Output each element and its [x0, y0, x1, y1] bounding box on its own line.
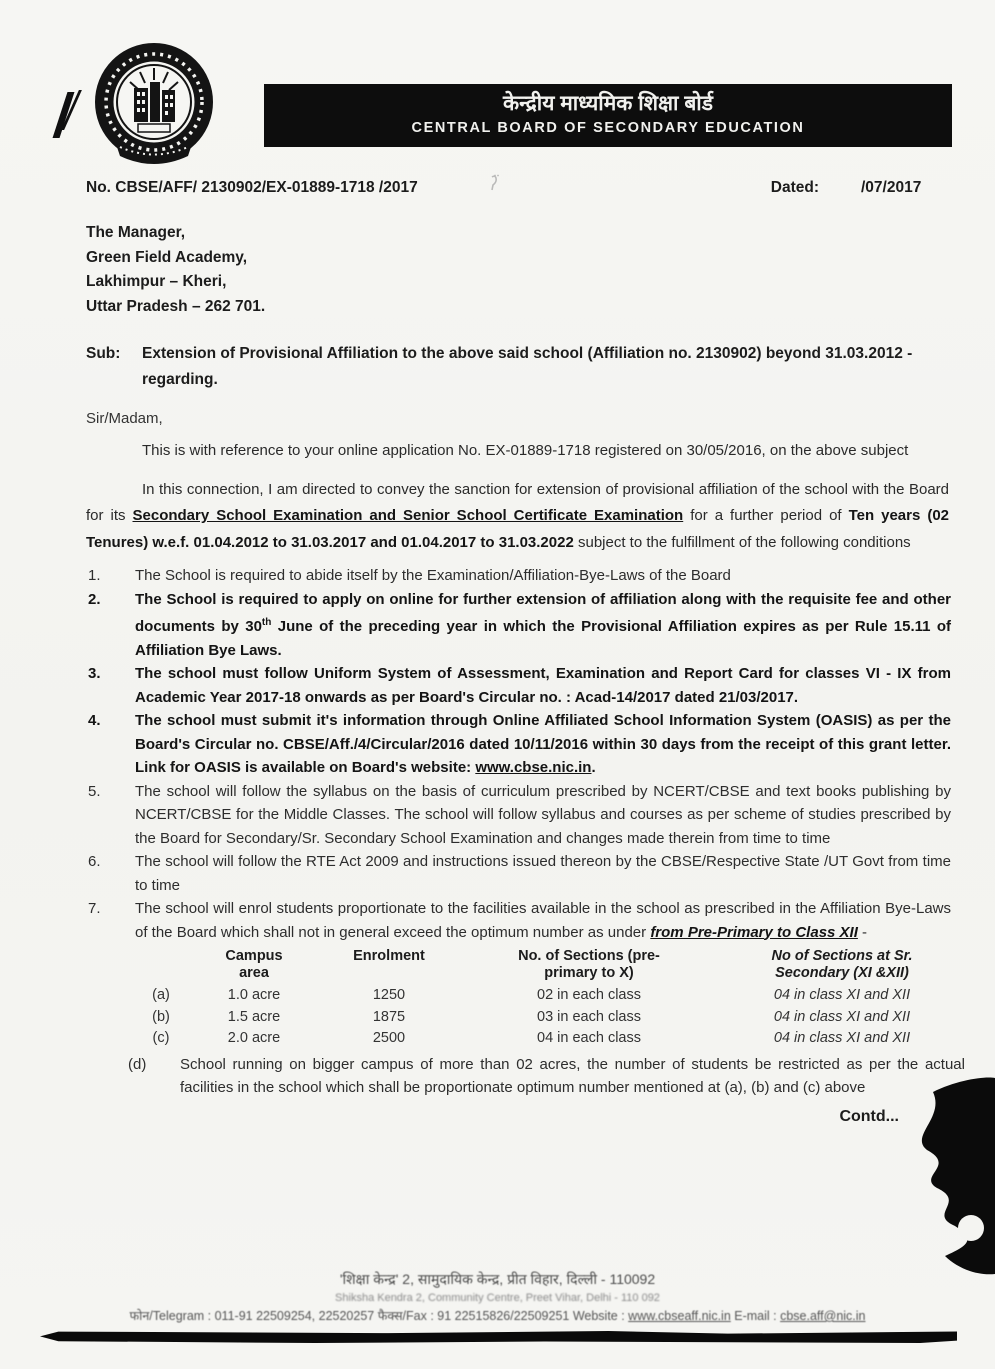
sections-cell: 04 in each class — [537, 1030, 641, 1046]
dated-value: /07/2017 — [861, 179, 922, 196]
condition-marker: 6. — [88, 853, 101, 870]
org-name-hindi: केन्द्रीय माध्यमिक शिक्षा बोर्ड — [503, 92, 713, 115]
row-marker: (a) — [152, 987, 170, 1003]
header-banner — [264, 84, 952, 147]
sections-cell: 03 in each class — [537, 1008, 641, 1025]
sr-sections-cell: 04 in class XI and XII — [773, 987, 911, 1003]
reference-number: No. CBSE/AFF/ 2130902/EX-01889-1718 /2017 — [86, 179, 418, 196]
paragraph-segment: subject to the fulfillment of the following conditions — [573, 533, 911, 551]
condition-item-2 — [88, 588, 951, 663]
row-marker: (b) — [152, 1008, 170, 1025]
footer-address-english: Shiksha Kendra 2, Community Centre, Preet Vihar, Delhi - 110 092 — [335, 1292, 660, 1304]
org-name-english: CENTRAL BOARD OF SECONDARY EDUCATION — [411, 120, 805, 136]
letter-header — [0, 0, 995, 166]
recipient-line: The Manager, — [86, 224, 186, 241]
campus-area-cell: 1.5 acre — [227, 1008, 281, 1025]
condition-marker: 2. — [88, 590, 101, 608]
condition-text-segment: The school will enrol students proportionate to the facilities available in the school as prescribed in the Affiliation Bye-Laws of the Board which shall not in general exceed the optimum number as under — [135, 900, 951, 941]
paragraph-segment: for a further period of — [683, 507, 849, 524]
body-paragraph-2 — [86, 477, 949, 557]
enrolment-cell: 1250 — [372, 987, 406, 1003]
table-header-row — [128, 948, 970, 985]
footer-contact-line — [0, 1306, 995, 1326]
body-paragraph-1: This is with reference to your online application No. EX-01889-1718 registered on 30/05/2016, on the above subject — [142, 442, 909, 459]
condition-item-3 — [88, 662, 951, 709]
condition-item-5 — [88, 780, 951, 851]
condition-text — [135, 897, 951, 944]
table-row-b — [128, 1007, 970, 1029]
campus-area-cell: 1.0 acre — [227, 987, 281, 1003]
sr-sections-cell: 04 in class XI and XII — [773, 1008, 911, 1025]
scan-artifact-bar — [40, 1331, 957, 1343]
condition-item-6 — [88, 850, 951, 897]
condition-marker: 7. — [88, 900, 101, 917]
condition-text — [135, 588, 951, 663]
conditions-list — [88, 564, 951, 944]
footer-address-hindi: 'शिक्षा केन्द्र' 2, सामुदायिक केन्द्र, प्रीत विहार, दिल्ली - 110092 — [339, 1271, 656, 1287]
cbse-website-link: www.cbse.nic.in — [475, 759, 592, 776]
condition-text-segment: June of the preceding year in which the Provisional Affiliation expires as per Rule 15.11 of Affiliation Bye Laws. — [135, 618, 951, 659]
scan-artifact-blob — [895, 1076, 995, 1276]
column-header-enrolment: Enrolment — [353, 948, 425, 964]
salutation: Sir/Madam, — [86, 410, 163, 427]
sections-cell: 02 in each class — [537, 987, 641, 1003]
footer-email: cbse.aff@nic.in — [780, 1309, 866, 1323]
recipient-address — [86, 221, 995, 319]
capacity-table — [128, 948, 970, 1050]
condition-marker: 5. — [88, 782, 101, 800]
paragraph-segment: In this connection, I am directed to convey the sanction for extension of provisional affiliation of the school with the Board for its — [86, 480, 949, 524]
condition-text: The school must follow Uniform System of Assessment, Examination and Report Card for classes VI - IX from Academic Year 2017-18 onwards as per Board's Circular no. : Acad-14/2017 dated 21/03/2017. — [135, 665, 951, 706]
condition-item-1 — [88, 564, 951, 588]
table-row-c — [128, 1028, 970, 1050]
condition-text-segment: The School is required to apply on online for further extension of affiliation along with the requisite fee and other documents by 30 — [135, 590, 951, 635]
condition-marker: 1. — [88, 567, 101, 584]
condition-text-segment: - — [857, 923, 868, 941]
recipient-line: Uttar Pradesh – 262 701. — [86, 297, 266, 315]
cbse-logo-icon — [90, 40, 218, 168]
condition-item-d — [128, 1053, 965, 1100]
condition-text-segment: The school must submit it's information through Online Affiliated School Information System (OASIS) as per the Board's Circular no. CBSE/Aff./4/Circular/2016 dated 10/11/2016 within 30 days from the receipt of this grant letter. Link for OASIS is available on Board's website: — [135, 712, 951, 776]
row-marker: (c) — [152, 1030, 170, 1046]
recipient-line: Green Field Academy, — [86, 248, 248, 266]
footer-contact-segment: फोन/Telegram : 011-91 22509254, 22520257 फैक्स/Fax : 91 22515826/22509251 Website : — [129, 1309, 629, 1323]
column-header-sr-sections: No of Sections at Sr. Secondary (XI &XII) — [771, 948, 913, 981]
subject-text: Extension of Provisional Affiliation to the above said school (Affiliation no. 2130902) beyond 31.03.2012 - regarding. — [142, 345, 913, 388]
column-header-sections: No. of Sections (pre-primary to X) — [518, 948, 660, 981]
sr-sections-cell: 04 in class XI and XII — [773, 1030, 911, 1046]
condition-marker: 4. — [88, 712, 101, 729]
enrolment-cell: 2500 — [372, 1030, 406, 1046]
condition-text: The school will follow the RTE Act 2009 and instructions issued thereon by the CBSE/Respective State /UT Govt from time to time — [135, 853, 951, 894]
condition-text — [135, 709, 951, 780]
condition-item-4 — [88, 709, 951, 780]
subject-label: Sub: — [86, 345, 121, 362]
class-range-emphasis: from Pre-Primary to Class XII — [650, 923, 858, 941]
footer-website-link: www.cbseaff.nic.in — [628, 1309, 731, 1323]
condition-text: School running on bigger campus of more than 02 acres, the number of students be restricted as per the actual facilities in the school which shall be proportionate optimum number mentioned at (a), (b) and (c) above — [180, 1055, 965, 1096]
dated-label: Dated: — [770, 179, 819, 196]
exam-names-emphasis: Secondary School Examination and Senior School Certificate Examination — [132, 507, 684, 524]
letter-footer — [0, 1268, 995, 1326]
footer-contact-segment: E-mail : — [730, 1309, 781, 1323]
condition-text: The school will follow the syllabus on the basis of curriculum prescribed by NCERT/CBSE and text books publishing by NCERT/CBSE for the Middle Classes. The school will follow syllabus and courses as per scheme of studies prescribed by the Board for Secondary/Sr. Secondary School Examination and changes made therein from time to time — [135, 782, 951, 847]
tenure-period-emphasis: Ten years (02 Tenures) w.e.f. 01.04.2012 to 31.03.2017 and 01.04.2017 to 31.03.2022 — [86, 507, 949, 551]
ink-smudge — [486, 174, 500, 197]
scan-artifact-edge-mark — [58, 90, 78, 138]
ordinal-superscript: th — [261, 617, 272, 628]
reference-line — [86, 174, 947, 197]
condition-text: The School is required to abide itself by the Examination/Affiliation-Bye-Laws of the Board — [135, 567, 731, 584]
condition-marker: (d) — [128, 1055, 147, 1073]
recipient-line: Lakhimpur – Kheri, — [86, 273, 227, 290]
condition-marker: 3. — [88, 665, 101, 682]
enrolment-cell: 1875 — [372, 1008, 406, 1025]
condition-item-7 — [88, 897, 951, 944]
condition-text-segment: . — [591, 759, 596, 776]
continued-note: Contd... — [839, 1107, 899, 1125]
column-header-campus-area: Campus area — [225, 948, 283, 981]
subject-line — [86, 341, 951, 393]
campus-area-cell: 2.0 acre — [227, 1030, 281, 1046]
table-row-a — [128, 985, 970, 1007]
